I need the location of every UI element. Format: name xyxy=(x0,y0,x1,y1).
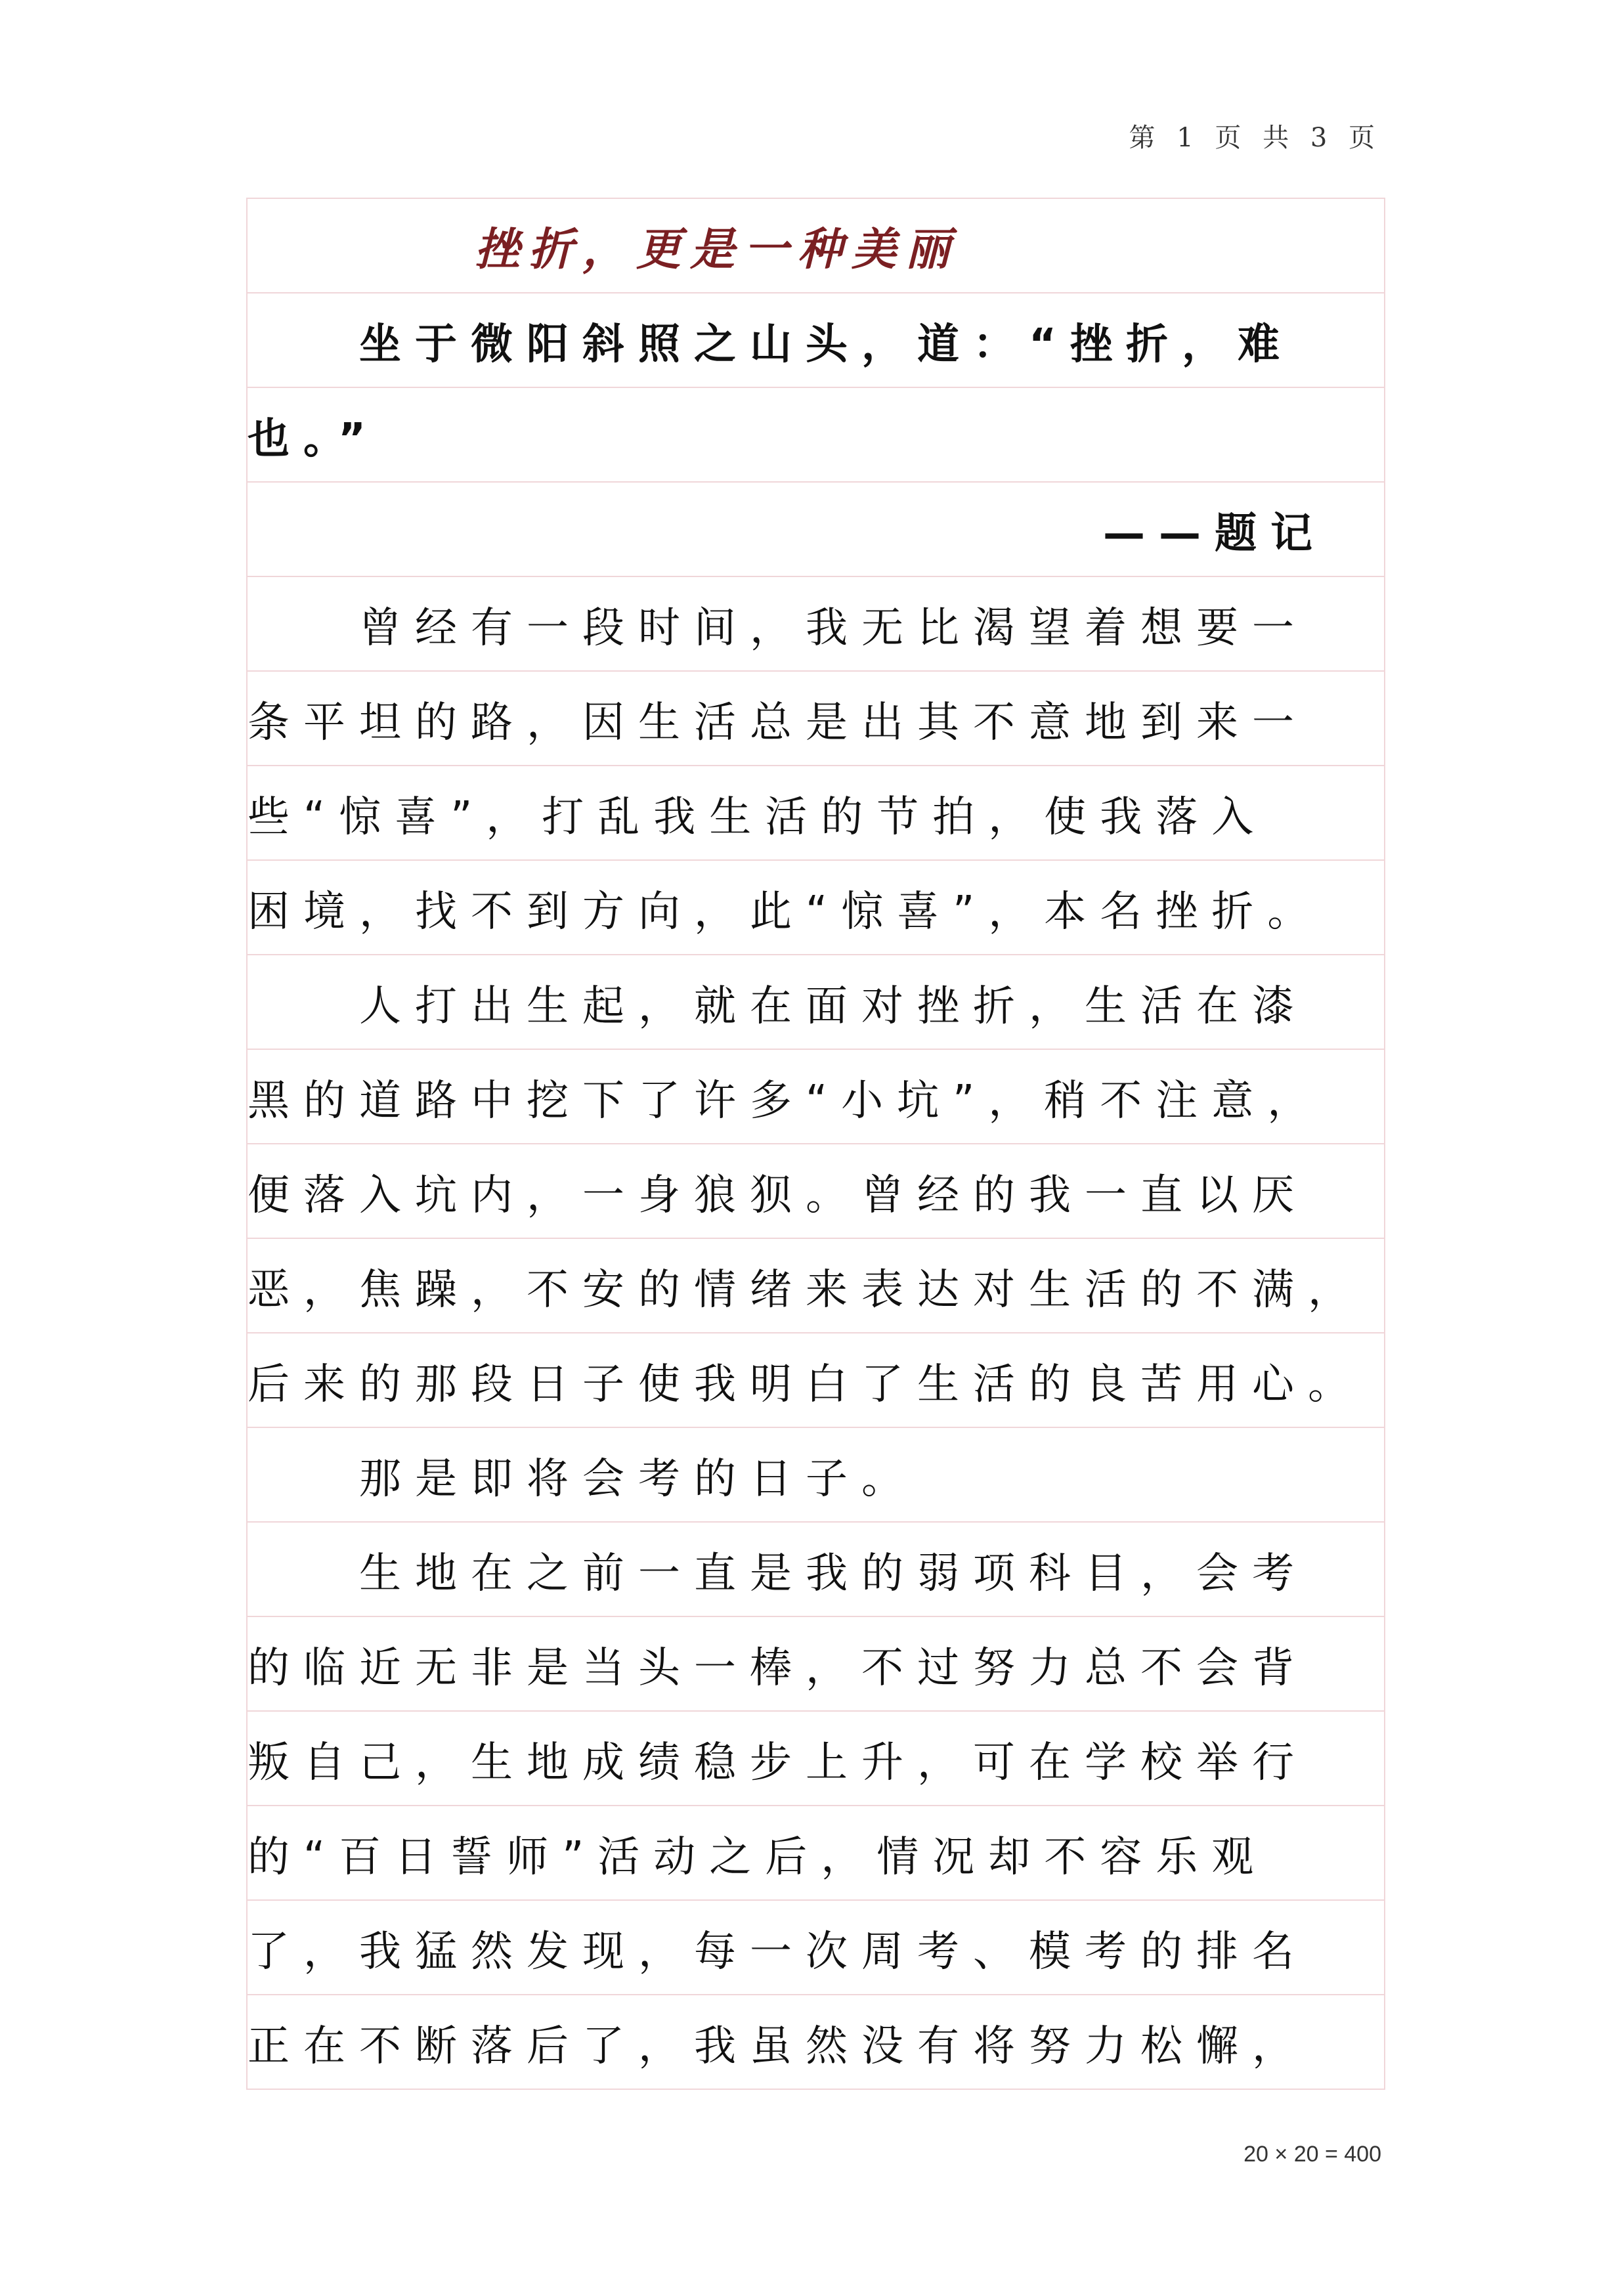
paragraph-line: 些“惊喜”，打乱我生活的节拍，使我落入 xyxy=(248,793,1268,842)
grid-row xyxy=(248,672,1384,766)
grid-row xyxy=(248,1806,1384,1901)
grid-row xyxy=(248,483,1384,577)
grid-row xyxy=(248,293,1384,388)
paragraph-line: 条平坦的路，因生活总是出其不意地到来一 xyxy=(248,699,1308,747)
grid-row xyxy=(248,1333,1384,1428)
grid-row xyxy=(248,1523,1384,1617)
grid-row xyxy=(248,1239,1384,1333)
paragraph-line: 了，我猛然发现，每一次周考、模考的排名 xyxy=(248,1928,1308,1976)
grid-row-title xyxy=(248,199,1384,293)
epigraph-attribution: ——题记 xyxy=(1103,509,1326,558)
grid-row xyxy=(248,1995,1384,2090)
page-counter: 第 1 页 共 3 页 xyxy=(1129,123,1381,153)
paragraph-line: 生地在之前一直是我的弱项科目，会考 xyxy=(359,1549,1308,1598)
paragraph-line: 的临近无非是当头一棒，不过努力总不会背 xyxy=(248,1644,1308,1693)
grid-row xyxy=(248,1712,1384,1806)
grid-row xyxy=(248,861,1384,955)
paragraph-line: 曾经有一段时间，我无比渴望着想要一 xyxy=(359,604,1308,653)
grid-row xyxy=(248,1428,1384,1523)
epigraph-line: 坐于微阳斜照之山头，道：“挫折，难 xyxy=(359,320,1294,369)
paragraph-line: 的“百日誓师”活动之后，情况却不容乐观 xyxy=(248,1833,1268,1882)
grid-spec: 20 × 20 = 400 xyxy=(1243,2142,1381,2167)
epigraph-line: 也。” xyxy=(248,415,380,464)
grid-row xyxy=(248,577,1384,672)
grid-row xyxy=(248,766,1384,861)
grid-row xyxy=(248,1050,1384,1144)
paragraph-line: 叛自己，生地成绩稳步上升，可在学校举行 xyxy=(248,1739,1308,1787)
essay-title: 挫折，更是一种美丽 xyxy=(475,224,960,276)
grid-row xyxy=(248,388,1384,483)
paragraph-line: 正在不断落后了，我虽然没有将努力松懈， xyxy=(248,2022,1308,2071)
manuscript-grid xyxy=(246,198,1385,2090)
grid-row xyxy=(248,1617,1384,1712)
grid-row xyxy=(248,1901,1384,1995)
paragraph-line: 那是即将会考的日子。 xyxy=(359,1455,917,1504)
grid-row xyxy=(248,955,1384,1050)
paragraph-line: 便落入坑内，一身狼狈。曾经的我一直以厌 xyxy=(248,1171,1308,1220)
paragraph-line: 人打出生起，就在面对挫折，生活在漆 xyxy=(359,982,1308,1031)
paragraph-line: 恶，焦躁，不安的情绪来表达对生活的不满， xyxy=(248,1266,1364,1314)
grid-row xyxy=(248,1144,1384,1239)
paragraph-line: 困境，找不到方向，此“惊喜”，本名挫折。 xyxy=(248,888,1324,936)
paragraph-line: 后来的那段日子使我明白了生活的良苦用心。 xyxy=(248,1360,1364,1409)
paragraph-line: 黑的道路中挖下了许多“小坑”，稍不注意， xyxy=(248,1077,1324,1125)
